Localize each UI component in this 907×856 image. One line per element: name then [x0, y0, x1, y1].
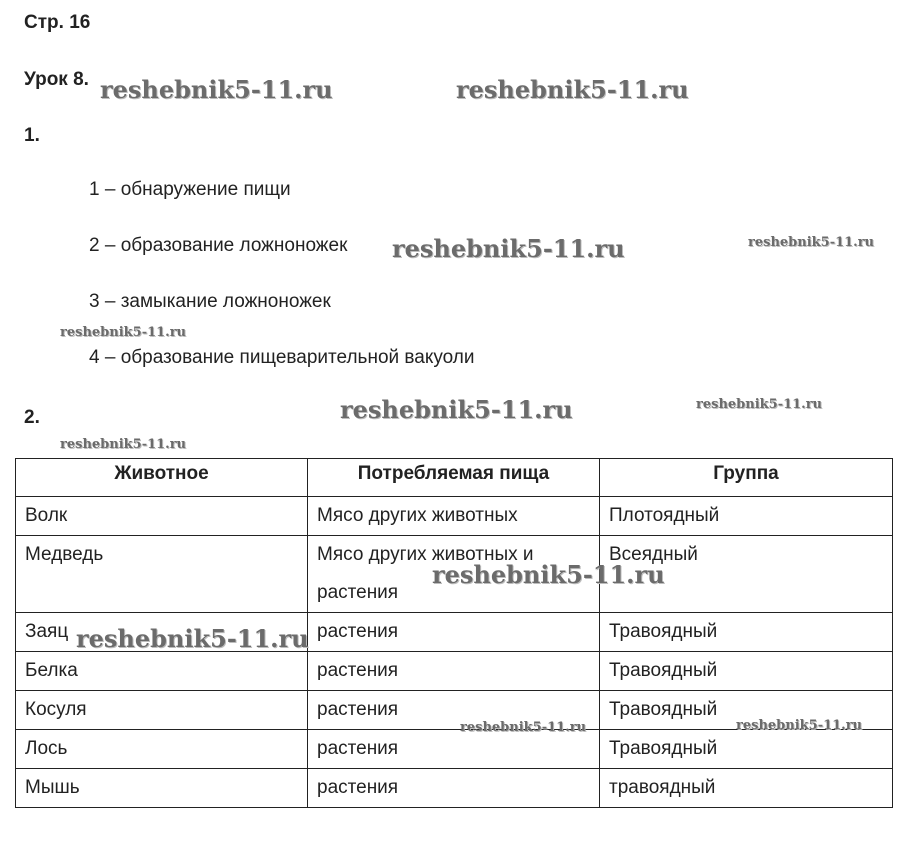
page-label: Стр. 16	[24, 12, 91, 33]
cell-food: Мясо других животных и растения	[308, 536, 600, 613]
watermark: reshebnik5-11.ru	[60, 325, 187, 340]
header-animal: Животное	[16, 459, 308, 497]
cell-animal: Мышь	[16, 769, 308, 808]
watermark: reshebnik5-11.ru	[748, 235, 875, 250]
cell-animal: Лось	[16, 730, 308, 769]
table-header-row	[16, 459, 893, 497]
table-row	[16, 652, 893, 691]
cell-animal: Косуля	[16, 691, 308, 730]
lesson-label: Урок 8.	[24, 69, 89, 90]
cell-animal: Заяц	[16, 613, 308, 652]
cell-group: Травоядный	[600, 613, 893, 652]
cell-group: Плотоядный	[600, 497, 893, 536]
table-row	[16, 730, 893, 769]
watermark: reshebnik5-11.ru	[76, 624, 309, 653]
task1-item-3: 3 – замыкание ложноножек	[89, 291, 331, 312]
task1-item-2: 2 – образование ложноножек	[89, 235, 348, 256]
watermark: reshebnik5-11.ru	[460, 720, 587, 735]
watermark: reshebnik5-11.ru	[736, 718, 863, 733]
cell-group: Травоядный	[600, 730, 893, 769]
table-row	[16, 497, 893, 536]
cell-animal: Волк	[16, 497, 308, 536]
cell-group: Травоядный	[600, 691, 893, 730]
cell-food: Мясо других животных	[308, 497, 600, 536]
task1-item-4: 4 – образование пищеварительной вакуоли	[89, 347, 475, 368]
watermark: reshebnik5-11.ru	[392, 234, 625, 263]
cell-animal: Белка	[16, 652, 308, 691]
task1-item-1: 1 – обнаружение пищи	[89, 179, 291, 200]
cell-food: растения	[308, 613, 600, 652]
watermark: reshebnik5-11.ru	[696, 397, 823, 412]
cell-group: Всеядный	[600, 536, 893, 613]
task1-number: 1.	[24, 125, 40, 146]
watermark: reshebnik5-11.ru	[100, 75, 333, 104]
task2-number: 2.	[24, 407, 40, 428]
cell-group: травоядный	[600, 769, 893, 808]
cell-animal: Медведь	[16, 536, 308, 613]
header-food: Потребляемая пища	[308, 459, 600, 497]
cell-food: растения	[308, 691, 600, 730]
cell-food: растения	[308, 730, 600, 769]
cell-food: растения	[308, 652, 600, 691]
header-group: Группа	[600, 459, 893, 497]
watermark: reshebnik5-11.ru	[456, 75, 689, 104]
watermark: reshebnik5-11.ru	[432, 560, 665, 589]
table-row	[16, 769, 893, 808]
cell-food: растения	[308, 769, 600, 808]
watermark: reshebnik5-11.ru	[340, 395, 573, 424]
cell-group: Травоядный	[600, 652, 893, 691]
watermark: reshebnik5-11.ru	[60, 437, 187, 452]
